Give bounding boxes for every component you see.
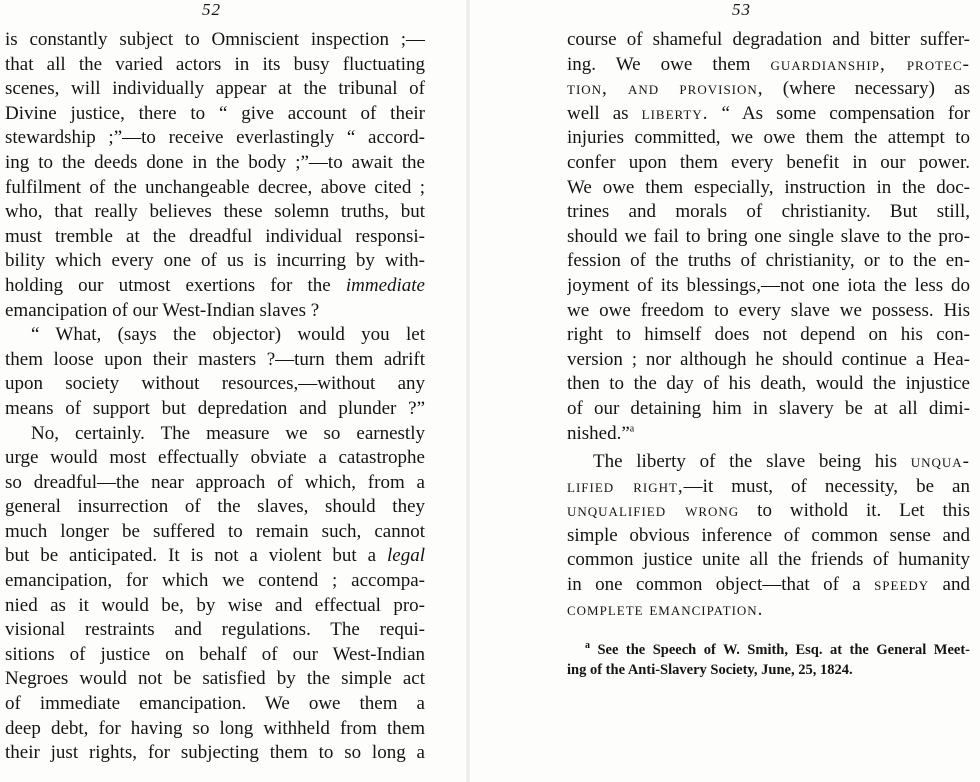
- text-span: ing. We owe them: [567, 53, 771, 75]
- text-line-with-italic: holding our utmost exertions for the immediate: [5, 274, 425, 296]
- text-line: that all the varied actors in its busy fluctuating: [5, 53, 425, 75]
- italic-word: legal: [387, 545, 425, 567]
- text-line: ing to the deeds done in the body ;”—to await the: [5, 151, 425, 173]
- text-line: version ; nor although he should continue a Hea-: [567, 348, 970, 370]
- text-line: Negroes would not be satisfied by the simple act: [5, 668, 425, 690]
- text-line: [567, 77, 970, 102]
- text-span: The liberty of the slave being his: [593, 451, 911, 473]
- text-line: so dreadful—the near approach of which, from a: [5, 471, 425, 493]
- text-line: “ What, (says the objector) would you let: [31, 324, 425, 346]
- text-line: stewardship ;”—to receive everlastingly “ accord-: [5, 127, 425, 149]
- footnote-line: ing of the Anti-Slavery Society, June, 25, 1824.: [567, 662, 853, 678]
- right-page-body: [567, 28, 970, 622]
- italic-word: immediate: [345, 274, 425, 296]
- text-line: common justice unite all the friends of humanity: [567, 549, 970, 571]
- footnote-reference: a: [629, 423, 635, 435]
- text-line: course of shameful degradation and bitter suffer-: [567, 29, 970, 50]
- text-line: joyment of its blessings,—not one iota the less do: [567, 274, 970, 296]
- text-line: right to himself does not depend on his con-: [567, 324, 970, 346]
- text-line: emancipation of our West-Indian slaves ?: [5, 299, 320, 321]
- text-line: [567, 499, 970, 524]
- text-line: scenes, will individually appear at the tribunal of: [5, 78, 425, 100]
- text-line: simple obvious inference of common sense and: [567, 524, 970, 546]
- right-page: [470, 0, 980, 782]
- text-line: [567, 102, 970, 127]
- text-span: in one common object—that of a: [567, 574, 875, 596]
- text-line: We owe them especially, instruction in the doc-: [567, 176, 970, 198]
- text-line: fulfilment of the unchangeable decree, above cited ;: [5, 176, 425, 198]
- text-line: trines and morals of christianity. But still,: [567, 201, 970, 223]
- text-line: [567, 573, 970, 598]
- text-line: sitions of justice on behalf of our West-Indian: [5, 643, 425, 665]
- text-line: urge would most effectually obviate a catastrophe: [5, 447, 425, 469]
- text-span: to withold it. Let this: [739, 500, 970, 522]
- text-line: confer upon them every benefit in our power.: [567, 151, 970, 173]
- small-caps-span: liberty.: [641, 102, 709, 124]
- text-line: emancipation, for which we contend ; accompa-: [5, 570, 425, 592]
- text-line: [567, 598, 970, 623]
- small-caps-span: unqua-: [910, 451, 970, 473]
- text-line: of immediate emancipation. We owe them a: [5, 693, 425, 715]
- text-span: “ As some compensation for: [708, 102, 970, 124]
- text-line: must tremble at the dreadful individual responsi-: [5, 225, 425, 247]
- text-span: and: [929, 574, 970, 596]
- small-caps-span: tion, and provision,: [567, 78, 764, 100]
- text-line: much longer be suffered to remain such, cannot: [5, 520, 425, 542]
- text-line: general insurrection of the slaves, should they: [5, 496, 425, 518]
- text-line-with-italic: but be anticipated. It is not a violent but a legal: [5, 545, 425, 567]
- text-line: [567, 53, 970, 78]
- text-span: well as: [567, 102, 642, 124]
- text-line: bility which every one of us is incurring by with-: [5, 250, 425, 272]
- page-number: 52: [202, 0, 221, 19]
- small-caps-span: lified right,: [567, 475, 684, 497]
- text-line: visional restraints and regulations. The requi-: [5, 619, 425, 641]
- left-page: [0, 0, 470, 782]
- text-line: who, that really believes these solemn truths, but: [5, 201, 425, 223]
- text-line: their just rights, for subjecting them to so long a: [5, 742, 425, 764]
- text-line: nied as it would be, by wise and effectual pro-: [5, 594, 425, 616]
- text-line: should we fail to bring one single slave to the pro-: [567, 225, 970, 247]
- text-line: is constantly subject to Omniscient inspection ;—: [5, 29, 425, 50]
- text-line: [567, 475, 970, 500]
- text-line: injuries committed, we owe them the attempt to: [567, 127, 970, 149]
- small-caps-span: complete emancipation.: [567, 598, 764, 620]
- text-span: (where necessary) as: [763, 78, 970, 100]
- text-span: —it must, of necessity, be an: [683, 475, 970, 497]
- text-line: we owe freedom to every slave we possess. His: [567, 299, 970, 321]
- text-line: deep debt, for having so long withheld from them: [5, 717, 425, 739]
- text-line: fession of the truths of christianity, or to the en-: [567, 250, 970, 272]
- footnote-line: [567, 640, 970, 660]
- small-caps-span: speedy: [874, 574, 930, 596]
- text-line: [567, 422, 970, 447]
- page-number: 53: [732, 0, 751, 19]
- text-line: then to the day of his death, would the injustice: [567, 373, 970, 395]
- text-line: of our detaining him in slavery be at all dimi-: [567, 397, 970, 419]
- text-line: [567, 450, 970, 475]
- text-line: them loose upon their masters ?—turn them adrift: [5, 348, 425, 370]
- small-caps-span: unqualified wrong: [567, 500, 740, 522]
- text-line: Divine justice, there to “ give account of their: [5, 102, 425, 124]
- text-span: nished.”: [567, 422, 630, 444]
- footnote-mark: a: [585, 640, 590, 652]
- text-line: upon society without resources,—without any: [5, 373, 425, 395]
- left-page-body: [5, 28, 425, 766]
- text-line: No, certainly. The measure we so earnestly: [31, 422, 425, 444]
- text-span: See the Speech of W. Smith, Esq. at the General Meet-: [590, 642, 970, 658]
- text-line: means of support but depredation and plunder ?”: [5, 397, 425, 419]
- footnote: [567, 640, 970, 680]
- small-caps-span: guardianship, protec-: [770, 53, 970, 75]
